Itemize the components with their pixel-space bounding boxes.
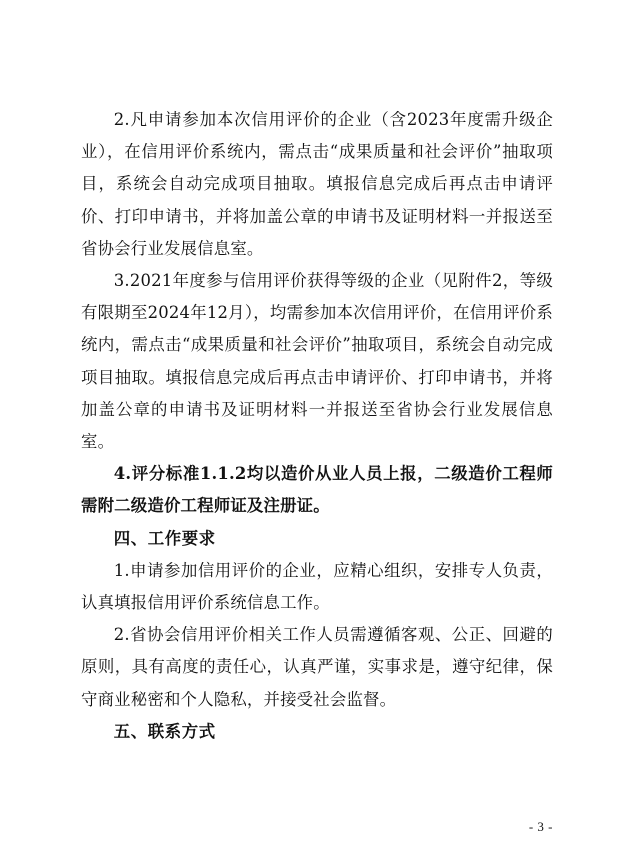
paragraph-item-2-online-application: 2.凡申请参加本次信用评价的企业（含2023年度需升级企业），在信用评价系统内，需点击“成果质量和社会评价”抽取项目，系统会自动完成项目抽取。填报信息完成后再点击申请评价、打印申请书，并将加盖公章的申请书及证明材料一并报送至省协会行业发展信息室。: [81, 110, 553, 258]
section-heading-work-requirements: 四、工作要求: [113, 528, 216, 548]
page-number: - 3 -: [528, 819, 553, 834]
paragraph-item-3-2021-rated-enterprises: 3.2021年度参与信用评价获得等级的企业（见附件2，等级有限期至2024年12月），均需参加本次信用评价，在信用评价系统内，需点击“成果质量和社会评价”抽取项目，系统会自动完成项目抽取。填报信息完成后再点击申请评价、打印申请书，并将加盖公章的申请书及证明材料一并报送至省协会行业发展信息室。: [81, 271, 553, 452]
section-heading-contact-information: 五、联系方式: [113, 721, 216, 741]
paragraph-item-4-scoring-standard: 4.评分标准1.1.2均以造价从业人员上报，二级造价工程师需附二级造价工程师证及注册证。: [81, 464, 553, 516]
paragraph-requirement-2-staff-principles: 2.省协会信用评价相关工作人员需遵循客观、公正、回避的原则，具有高度的责任心，认真严谨，实事求是，遵守纪律，保守商业秘密和个人隐私，并接受社会监督。: [81, 625, 553, 709]
document-body: [81, 104, 553, 748]
paragraph-requirement-1-organization: 1.申请参加信用评价的企业，应精心组织，安排专人负责，认真填报信用评价系统信息工作。: [81, 560, 553, 613]
